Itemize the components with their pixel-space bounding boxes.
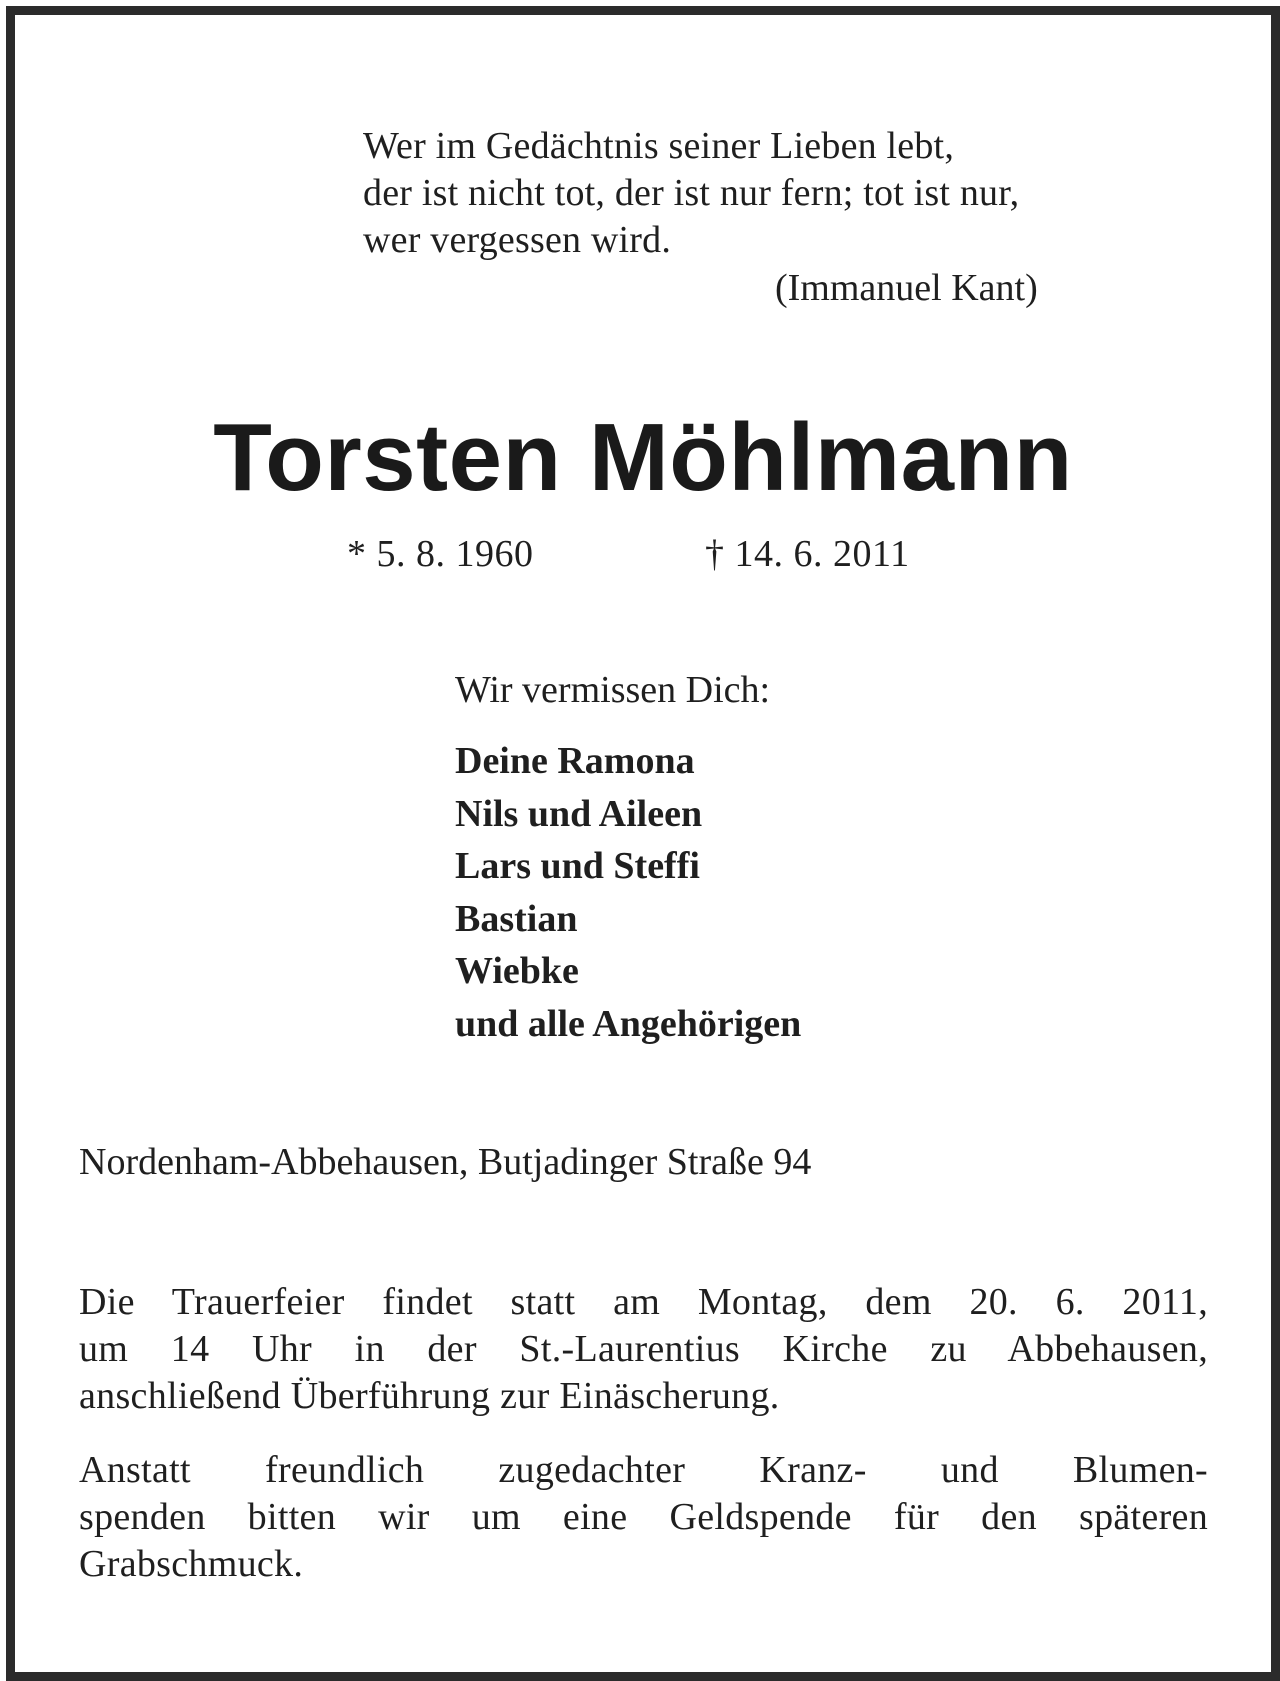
mourner-name: Wiebke <box>455 950 579 992</box>
memorial-quote <box>363 123 1019 264</box>
ceremony-line: Die Trauerfeier findet statt am Montag, dem 20. 6. 2011, <box>79 1281 1208 1323</box>
mourner-name: und alle Angehörigen <box>455 1002 802 1045</box>
quote-line: Wer im Gedächtnis seiner Lieben lebt, <box>363 125 955 167</box>
family-address: Nordenham-Abbehausen, Butjadinger Straße 94 <box>79 1141 812 1183</box>
mourners-intro: Wir vermissen Dich: <box>455 669 771 711</box>
mourners-list <box>455 735 801 1050</box>
donation-line: Anstatt freundlich zugedachter Kranz- und Blumen- <box>79 1449 1208 1491</box>
death-date: † 14. 6. 2011 <box>705 533 910 575</box>
mourner-name: Lars und Steffi <box>455 845 700 887</box>
donation-line: Grabschmuck. <box>79 1543 304 1585</box>
quote-author: (Immanuel Kant) <box>775 267 1038 309</box>
quote-line: wer vergessen wird. <box>363 219 672 261</box>
mourner-name: Nils und Aileen <box>455 792 703 835</box>
obituary-notice <box>6 6 1280 1681</box>
mourner-name: Deine Ramona <box>455 740 695 782</box>
deceased-name: Torsten Möhlmann <box>213 404 1073 511</box>
donation-request <box>79 1447 1208 1588</box>
mourner-name: Bastian <box>455 897 578 940</box>
ceremony-line: um 14 Uhr in der St.-Laurentius Kirche zu Abbehausen, <box>79 1328 1208 1370</box>
ceremony-line: anschließend Überführung zur Einäscherung. <box>79 1375 780 1417</box>
notice-content <box>15 15 1271 1672</box>
donation-line: spenden bitten wir um eine Geldspende für den späteren <box>79 1496 1208 1538</box>
funeral-ceremony-info <box>79 1279 1208 1420</box>
quote-line: der ist nicht tot, der ist nur fern; tot ist nur, <box>363 172 1020 214</box>
birth-date: * 5. 8. 1960 <box>347 533 534 575</box>
